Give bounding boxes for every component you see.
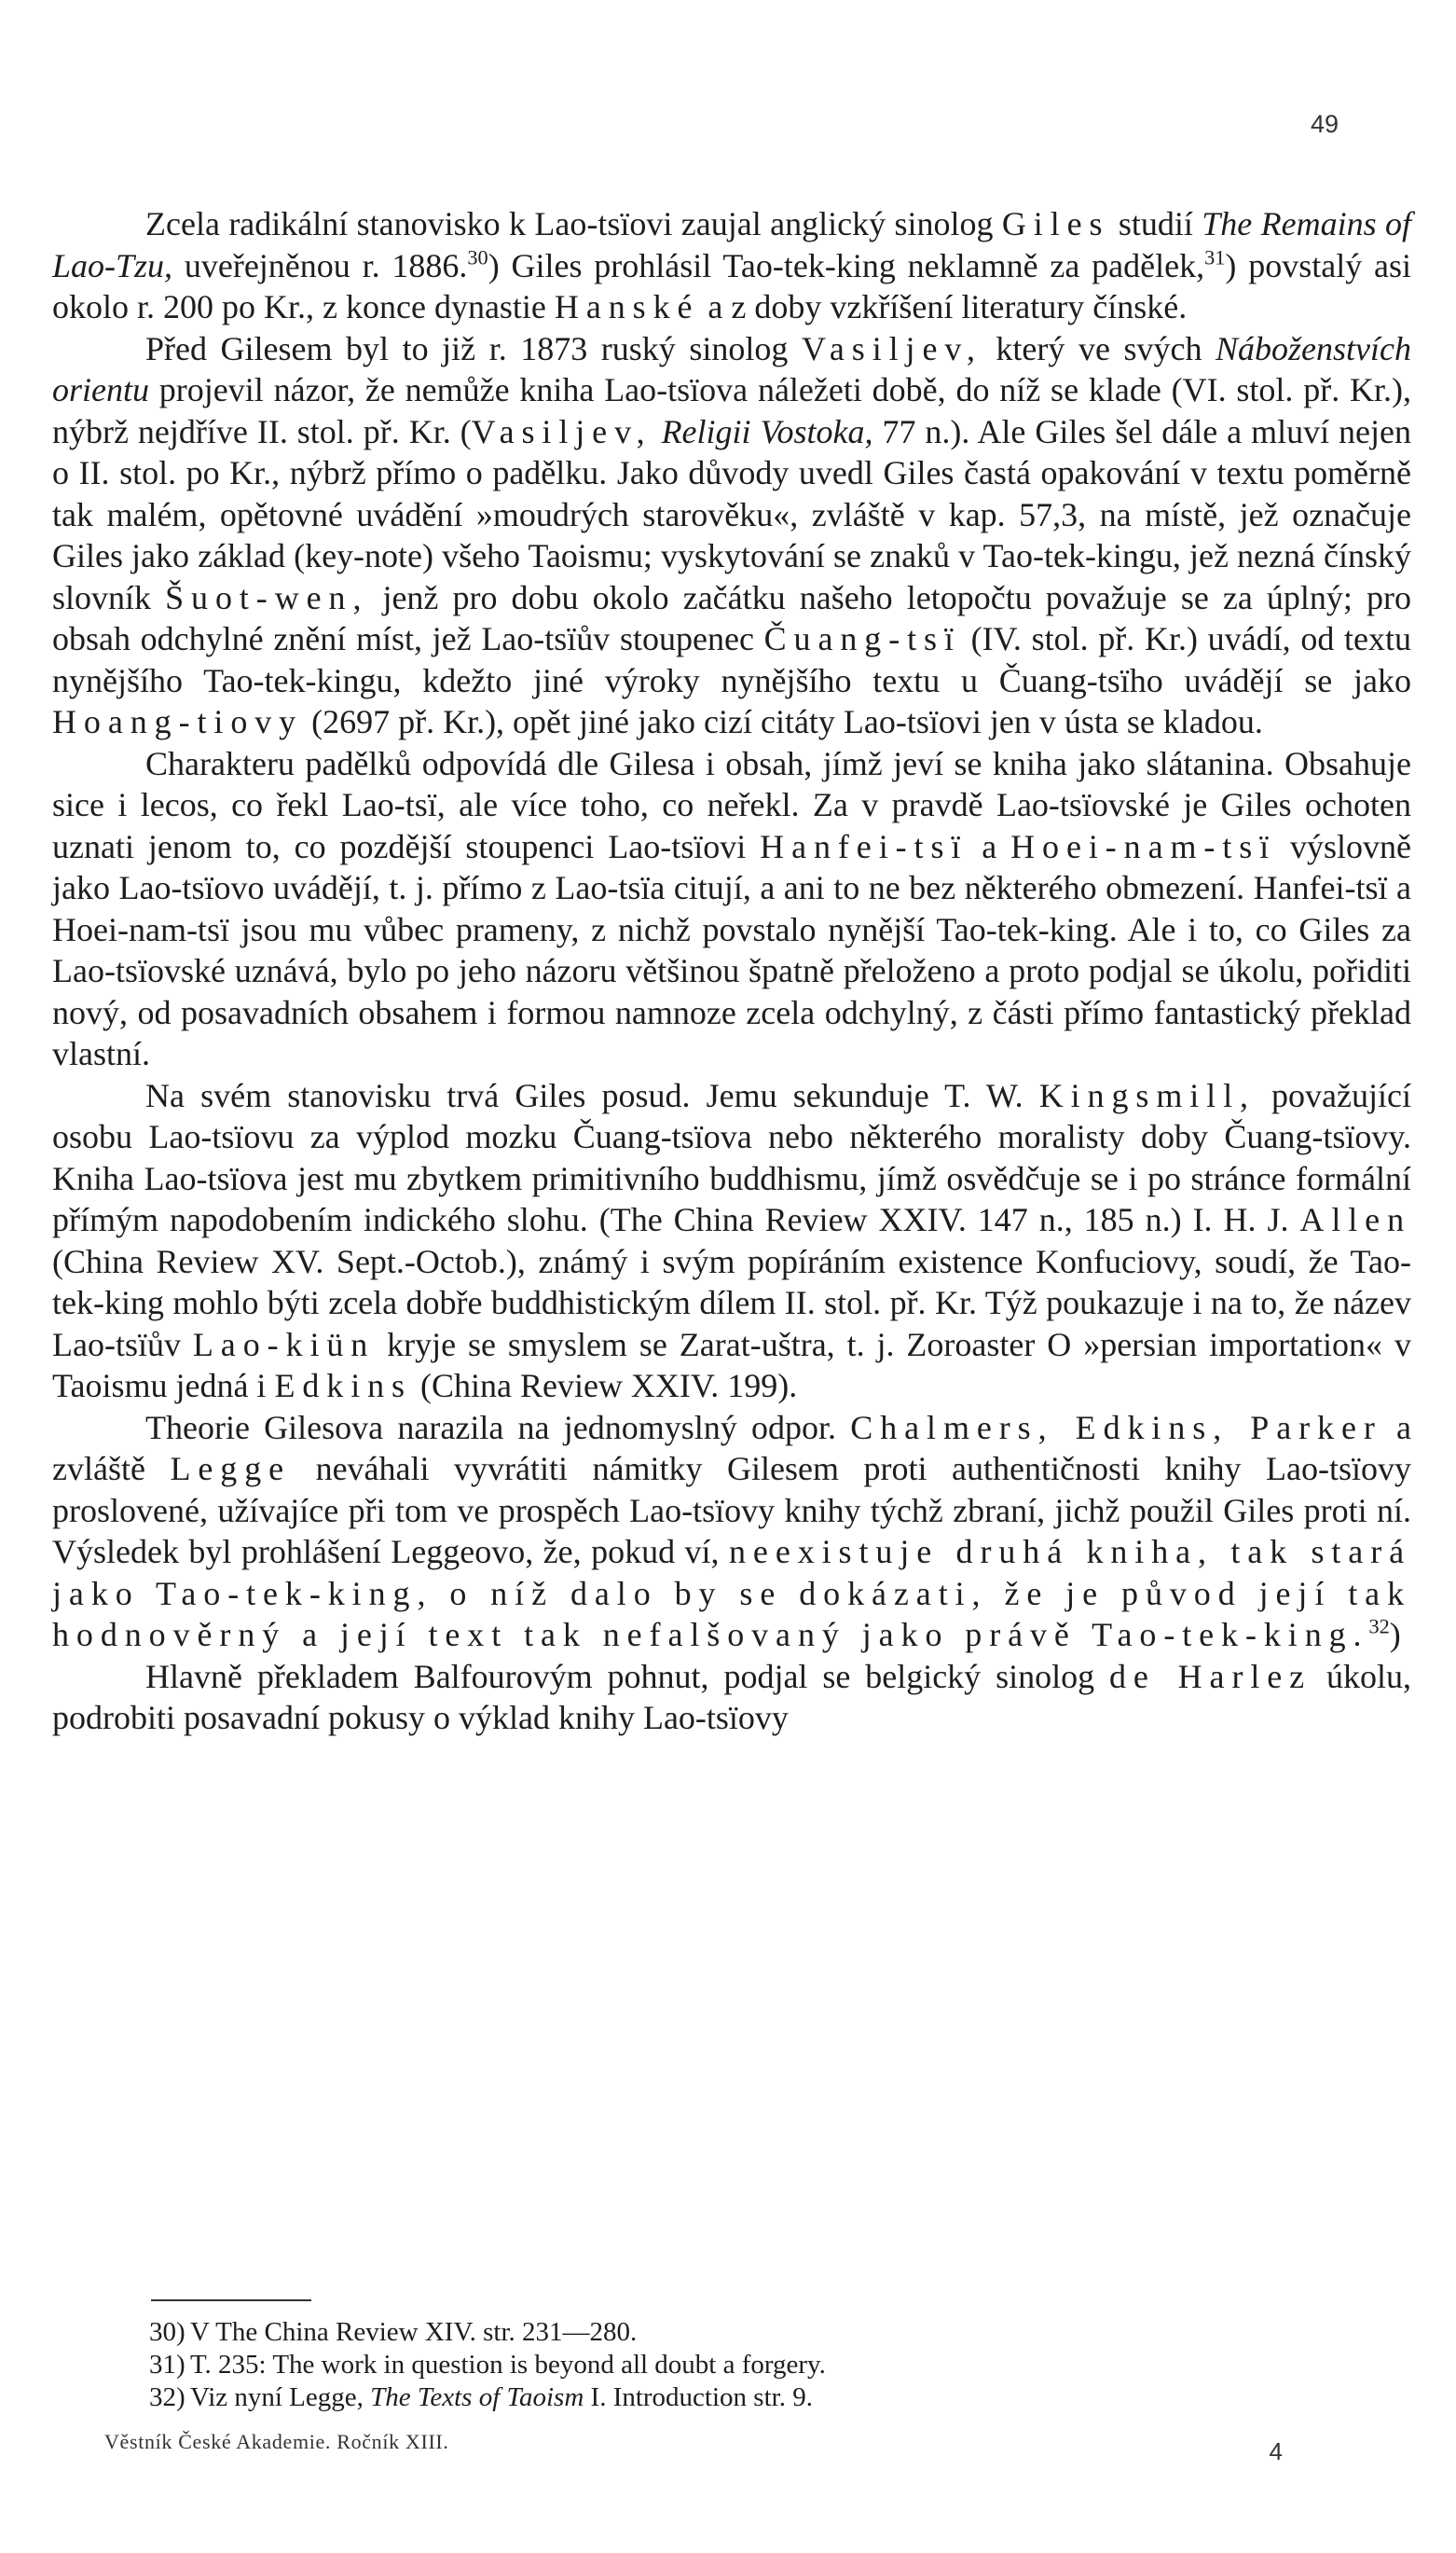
text-run: studií xyxy=(1109,205,1202,242)
spaced-name: Šuot-wen, xyxy=(165,578,369,616)
spaced-name: Giles xyxy=(1001,205,1110,242)
footnote-text: I. Introduction str. 9. xyxy=(584,2382,813,2412)
spaced-name: Legge xyxy=(170,1450,292,1487)
footnote-separator xyxy=(151,2299,311,2301)
footnote-reference: 32 xyxy=(1368,1614,1390,1638)
text-run: (2697 př. Kr.), opět jiné jako cizí citáty Lao-tsïovi jen v ústa se kladou. xyxy=(303,703,1263,740)
paragraph xyxy=(52,328,1411,743)
paragraph xyxy=(52,1075,1411,1407)
text-run: ) povstalý asi okolo r. 200 po Kr., z konce dynastie xyxy=(52,246,1411,325)
footnote-31 xyxy=(149,2349,1193,2381)
paragraph xyxy=(52,1407,1411,1656)
text-run: Theorie Gilesova narazila na jednomyslný odpor. xyxy=(145,1408,851,1446)
spaced-name: Chalmers, Edkins, Parker xyxy=(850,1408,1382,1446)
text-run: Zcela radikální stanovisko k Lao-tsïovi zaujal anglický sinolog xyxy=(145,205,1002,242)
spaced-name: Hoei-nam-tsï xyxy=(1010,827,1277,865)
text-run: a xyxy=(968,827,1011,865)
spaced-name: neexistuje druhá kniha, tak stará jako Tao-tek-king, o níž dalo by se dokázati, že je původ její tak hodnověrný a její text tak nefalšovaný jako právě Tao-tek-king. xyxy=(52,1533,1411,1653)
spaced-name: Lao-kiün xyxy=(192,1325,376,1363)
spaced-name: de Harlez xyxy=(1109,1657,1312,1695)
spaced-name: Hanfei-tsï xyxy=(760,827,968,865)
footnote-reference: 30 xyxy=(467,245,488,269)
page-number: 49 xyxy=(1310,110,1339,138)
paragraph xyxy=(52,743,1411,1075)
footnote-text: Viz nyní Legge, xyxy=(190,2382,371,2412)
text-run: neváhali vyvrátiti námitky Gilesem proti authentičnosti knihy Lao-tsïovy proslovené, užívajíce při tom ve prospěch Lao-tsïovy knihy týchž zbraní, jichž použil Giles proti ní. Výsledek byl prohlášení Leggeovo, že, pokud ví, xyxy=(52,1450,1412,1570)
text-run: uveřejněnou r. 1886. xyxy=(172,246,468,284)
text-run: Před Gilesem byl to již r. 1873 ruský sinolog xyxy=(145,329,802,367)
spaced-name: Hanské xyxy=(554,288,700,325)
text-run: úkolu, podrobiti posavadní pokusy o výklad knihy Lao-tsïovy xyxy=(52,1657,1411,1736)
text-run: 77 n.). Ale Giles šel dále a mluví nejen o II. stol. po Kr., nýbrž přímo o padělku. Jako důvody uvedl Giles častá opakování v textu poměrně tak malém, opětovné uvádění »moudrých starověku«, zvláště v kap. 57,3, na místě, jež označuje Giles jako základ (key-note) všeho Taoismu; vyskytování se znaků v Tao-tek-kingu, jež nezná čínský slovník xyxy=(52,412,1412,616)
footnotes xyxy=(149,2316,1193,2414)
footnote-text: V The China Review XIV. str. 231—280. xyxy=(190,2317,638,2347)
text-run: projevil názor, že nemůže kniha Lao-tsïova náležeti době, do níž se klade (VI. stol. př. Kr.), nýbrž nejdříve II. stol. př. Kr. ( xyxy=(52,371,1411,450)
text-run: Charakteru padělků odpovídá dle Gilesa i obsah, jímž jeví se kniha jako slátanina. Obsahuje sice i lecos, co řekl Lao-tsï, ale více toho, co neřekl. Za v pravdě Lao-tsïovské je Giles ochoten uznati jenom to, co pozdější stoupenci Lao-tsïovi xyxy=(52,744,1411,865)
spaced-name: Kingsmill, xyxy=(1038,1076,1256,1114)
paragraph xyxy=(52,1656,1411,1739)
text-run: a zvláště xyxy=(52,1408,1411,1487)
italic-title: Religii Vostoka, xyxy=(661,412,873,450)
text-run: ) Giles prohlásil Tao-tek-king neklamně za padělek, xyxy=(488,246,1205,284)
footnote-mark: 32) xyxy=(149,2382,185,2412)
spaced-name: Edkins xyxy=(274,1367,412,1404)
text-run: (IV. stol. př. Kr.) uvádí, od textu nynějšího Tao-tek-kingu, kdežto jiné výroky nynějšího textu u Čuang-tsïho uvádějí se jako xyxy=(52,620,1411,699)
text-run: a z doby vzkříšení literatury čínské. xyxy=(699,288,1188,325)
footnote-32 xyxy=(149,2381,1193,2414)
spaced-name: Vasiljev, xyxy=(471,412,652,450)
italic-title: Náboženstvích orientu xyxy=(52,329,1412,408)
footnote-reference: 31 xyxy=(1204,245,1226,269)
text-run: který ve svých xyxy=(982,329,1216,367)
footnote-mark: 30) xyxy=(149,2317,185,2347)
text-run: považující osobu Lao-tsïovu za výplod mozku Čuang-tsïova nebo některého moralisty doby Čuang-tsïovy. Kniha Lao-tsïova jest mu zbytkem primitivního buddhismu, jímž osvědčuje se i po stránce formální přímým napodobením indického slohu. (The China Review XXIV. 147 n., 185 n.) I. H. J. xyxy=(52,1076,1411,1238)
text-run: Na svém stanovisku trvá Giles posud. Jemu sekunduje T. W. xyxy=(145,1076,1039,1114)
text-run: ) xyxy=(1389,1616,1401,1653)
text-run: Hlavně překladem Balfourovým pohnut, podjal se belgický sinolog xyxy=(145,1657,1109,1695)
spaced-name: Vasiljev, xyxy=(801,329,982,367)
printer-signature-mark: 4 xyxy=(1269,2437,1283,2465)
text-run: kryje se smyslem se Zarat-uštra, t. j. Zoroaster O »persian importation« v Taoismu jedná i xyxy=(52,1325,1411,1404)
footnote-30 xyxy=(149,2316,1193,2349)
spaced-name: Čuang-tsï xyxy=(763,620,961,657)
text-run: výslovně jako Lao-tsïovo uvádějí, t. j. přímo z Lao-tsïa citují, a ani to ne bez některého obmezení. Hanfei-tsï a Hoei-nam-tsï jsou mu vůbec prameny, z nichž povstalo nynější Tao-tek-king. Ale i to, co Giles za Lao-tsïovské uznává, bylo po jeho názoru většinou špatně přeloženo a proto podjal se úkolu, pořiditi nový, od posavadních obsahem i formou namnoze zcela odchylný, z části přímo fantastický překlad vlastní. xyxy=(52,827,1412,1072)
body-text xyxy=(52,203,1411,1739)
text-run: (China Review XV. Sept.-Octob.), známý i svým popíráním existence Konfuciovy, soudí, že Tao-tek-king mohlo býti zcela dobře buddhistickým dílem II. stol. př. Kr. Týž poukazuje i na to, že název Lao-tsïův xyxy=(52,1242,1411,1363)
footnote-title: The Texts of Taoism xyxy=(370,2382,584,2412)
text-run xyxy=(652,413,662,450)
text-run: jenž pro dobu okolo začátku našeho letopočtu považuje se za úplný; pro obsah odchylné znění míst, jež Lao-tsïův stoupenec xyxy=(52,578,1411,657)
footnote-mark: 31) xyxy=(149,2350,185,2380)
italic-title: The Remains of Lao-Tzu, xyxy=(52,205,1412,284)
text-run: (China Review XXIV. 199). xyxy=(411,1367,798,1404)
spaced-name: Hoang-tiovy xyxy=(52,703,304,740)
spaced-name: Allen xyxy=(1299,1201,1411,1238)
paragraph xyxy=(52,203,1411,328)
footnote-text: T. 235: The work in question is beyond all doubt a forgery. xyxy=(190,2350,826,2380)
journal-signature-line: Věstník České Akademie. Ročník XIII. xyxy=(104,2430,449,2453)
